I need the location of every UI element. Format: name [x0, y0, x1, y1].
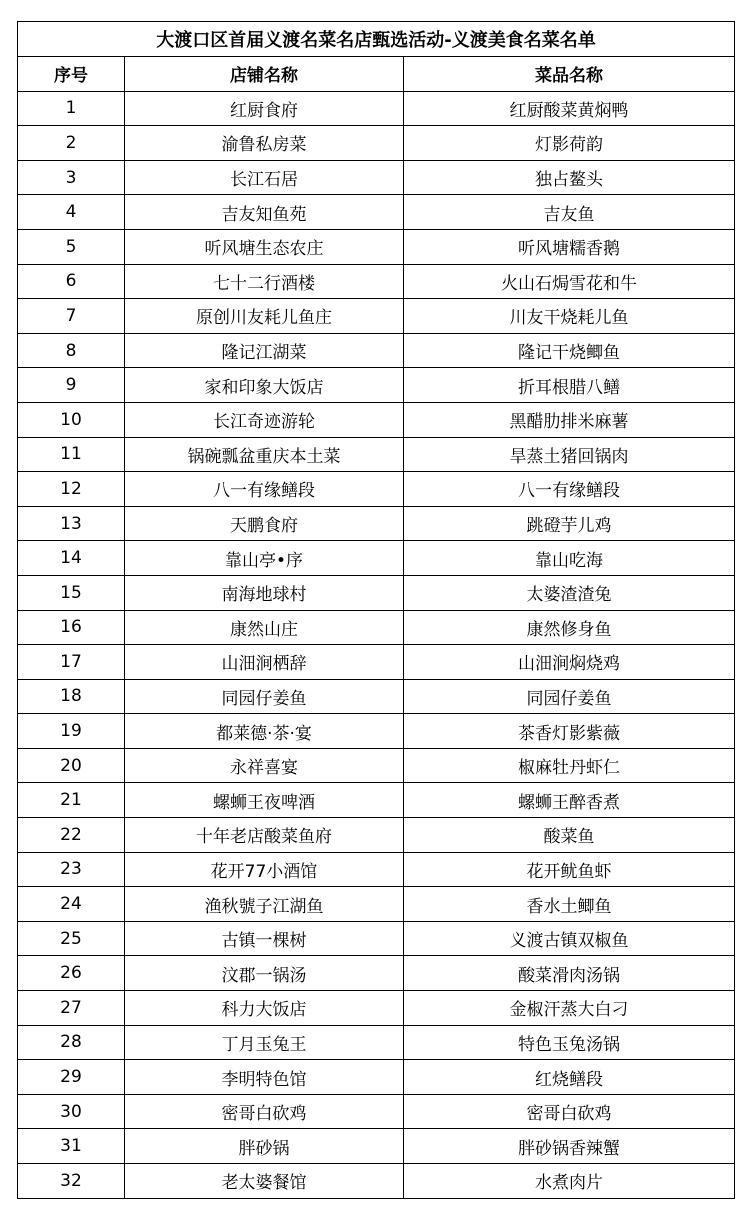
row-index: 3: [18, 160, 125, 195]
shop-name: 科力大饭店: [125, 991, 404, 1026]
row-index: 31: [18, 1129, 125, 1164]
title-row: [18, 22, 735, 57]
row-index: 25: [18, 921, 125, 956]
row-index: 13: [18, 506, 125, 541]
row-index: 10: [18, 402, 125, 437]
shop-name: 都莱德·茶·宴: [125, 714, 404, 749]
shop-name: 老太婆餐馆: [125, 1164, 404, 1199]
row-index: 18: [18, 679, 125, 714]
dish-name: 密哥白砍鸡: [404, 1094, 735, 1129]
table-row: [18, 575, 735, 610]
dish-name: 酸菜鱼: [404, 818, 735, 853]
table-row: [18, 472, 735, 507]
table-row: [18, 783, 735, 818]
table-row: [18, 126, 735, 161]
table-row: [18, 264, 735, 299]
header-index: 序号: [18, 57, 125, 92]
row-index: 28: [18, 1025, 125, 1060]
row-index: 26: [18, 956, 125, 991]
shop-name: 花开77小酒馆: [125, 852, 404, 887]
dish-name: 香水土鲫鱼: [404, 887, 735, 922]
dish-name: 隆记干烧鲫鱼: [404, 333, 735, 368]
row-index: 19: [18, 714, 125, 749]
shop-name: 天鹏食府: [125, 506, 404, 541]
dish-name: 独占鳌头: [404, 160, 735, 195]
dish-name: 水煮肉片: [404, 1164, 735, 1199]
row-index: 30: [18, 1094, 125, 1129]
row-index: 17: [18, 645, 125, 680]
row-index: 8: [18, 333, 125, 368]
row-index: 29: [18, 1060, 125, 1095]
row-index: 23: [18, 852, 125, 887]
row-index: 7: [18, 299, 125, 334]
shop-name: 胖砂锅: [125, 1129, 404, 1164]
table-row: [18, 368, 735, 403]
row-index: 22: [18, 818, 125, 853]
dish-name: 椒麻牡丹虾仁: [404, 748, 735, 783]
table-row: [18, 991, 735, 1026]
row-index: 14: [18, 541, 125, 576]
table-row: [18, 195, 735, 230]
table-row: [18, 160, 735, 195]
dish-name: 靠山吃海: [404, 541, 735, 576]
row-index: 9: [18, 368, 125, 403]
shop-name: 十年老店酸菜鱼府: [125, 818, 404, 853]
table-row: [18, 921, 735, 956]
shop-name: 靠山亭•序: [125, 541, 404, 576]
dish-name: 红厨酸菜黄焖鸭: [404, 91, 735, 126]
dish-name: 特色玉兔汤锅: [404, 1025, 735, 1060]
shop-name: 丁月玉兔王: [125, 1025, 404, 1060]
table-row: [18, 402, 735, 437]
table-title: 大渡口区首届义渡名菜名店甄选活动-义渡美食名菜名单: [18, 22, 735, 57]
shop-name: 吉友知鱼苑: [125, 195, 404, 230]
shop-name: 永祥喜宴: [125, 748, 404, 783]
shop-name: 同园仔姜鱼: [125, 679, 404, 714]
shop-name: 南海地球村: [125, 575, 404, 610]
row-index: 21: [18, 783, 125, 818]
table-row: [18, 818, 735, 853]
dish-name: 义渡古镇双椒鱼: [404, 921, 735, 956]
dish-name: 金椒汗蒸大白刁: [404, 991, 735, 1026]
table-row: [18, 852, 735, 887]
table-row: [18, 645, 735, 680]
row-index: 6: [18, 264, 125, 299]
shop-name: 听风塘生态农庄: [125, 229, 404, 264]
shop-name: 汶郡一锅汤: [125, 956, 404, 991]
table-row: [18, 333, 735, 368]
dish-name: 花开鱿鱼虾: [404, 852, 735, 887]
shop-name: 七十二行酒楼: [125, 264, 404, 299]
dish-name: 同园仔姜鱼: [404, 679, 735, 714]
table-row: [18, 91, 735, 126]
table-row: [18, 956, 735, 991]
header-shop: 店铺名称: [125, 57, 404, 92]
shop-name: 康然山庄: [125, 610, 404, 645]
shop-name: 山沺涧栖辞: [125, 645, 404, 680]
table-row: [18, 1164, 735, 1199]
dish-name: 听风塘糯香鹅: [404, 229, 735, 264]
table-row: [18, 610, 735, 645]
row-index: 4: [18, 195, 125, 230]
shop-name: 家和印象大饭店: [125, 368, 404, 403]
row-index: 16: [18, 610, 125, 645]
dish-name: 旱蒸土猪回锅肉: [404, 437, 735, 472]
row-index: 1: [18, 91, 125, 126]
table-row: [18, 437, 735, 472]
row-index: 32: [18, 1164, 125, 1199]
shop-name: 古镇一棵树: [125, 921, 404, 956]
row-index: 2: [18, 126, 125, 161]
row-index: 27: [18, 991, 125, 1026]
row-index: 11: [18, 437, 125, 472]
dish-name: 胖砂锅香辣蟹: [404, 1129, 735, 1164]
table-row: [18, 1094, 735, 1129]
shop-name: 渝鲁私房菜: [125, 126, 404, 161]
dish-name: 康然修身鱼: [404, 610, 735, 645]
dish-name: 吉友鱼: [404, 195, 735, 230]
dish-name: 红烧鳝段: [404, 1060, 735, 1095]
menu-list-table: [17, 21, 735, 1199]
shop-name: 渔秋號子江湖鱼: [125, 887, 404, 922]
dish-name: 火山石焗雪花和牛: [404, 264, 735, 299]
table-row: [18, 299, 735, 334]
table-row: [18, 1060, 735, 1095]
table-row: [18, 1025, 735, 1060]
table-row: [18, 229, 735, 264]
dish-name: 八一有缘鳝段: [404, 472, 735, 507]
dish-name: 太婆渣渣兔: [404, 575, 735, 610]
shop-name: 长江石居: [125, 160, 404, 195]
row-index: 12: [18, 472, 125, 507]
row-index: 24: [18, 887, 125, 922]
row-index: 5: [18, 229, 125, 264]
shop-name: 螺蛳王夜啤酒: [125, 783, 404, 818]
shop-name: 锅碗瓢盆重庆本土菜: [125, 437, 404, 472]
table-row: [18, 887, 735, 922]
dish-name: 茶香灯影紫薇: [404, 714, 735, 749]
dish-name: 黑醋肋排米麻薯: [404, 402, 735, 437]
dish-name: 酸菜滑肉汤锅: [404, 956, 735, 991]
header-dish: 菜品名称: [404, 57, 735, 92]
row-index: 15: [18, 575, 125, 610]
shop-name: 红厨食府: [125, 91, 404, 126]
dish-name: 跳磴芋儿鸡: [404, 506, 735, 541]
shop-name: 长江奇迹游轮: [125, 402, 404, 437]
table-row: [18, 679, 735, 714]
header-row: [18, 57, 735, 92]
shop-name: 密哥白砍鸡: [125, 1094, 404, 1129]
dish-name: 灯影荷韵: [404, 126, 735, 161]
dish-name: 川友干烧耗儿鱼: [404, 299, 735, 334]
shop-name: 原创川友耗儿鱼庄: [125, 299, 404, 334]
dish-name: 山沺涧焖烧鸡: [404, 645, 735, 680]
shop-name: 李明特色馆: [125, 1060, 404, 1095]
table-row: [18, 541, 735, 576]
shop-name: 八一有缘鳝段: [125, 472, 404, 507]
row-index: 20: [18, 748, 125, 783]
table-row: [18, 506, 735, 541]
dish-name: 折耳根腊八鳝: [404, 368, 735, 403]
table-row: [18, 1129, 735, 1164]
table-row: [18, 748, 735, 783]
table-body: [18, 91, 735, 1198]
dish-name: 螺蛳王醉香煮: [404, 783, 735, 818]
shop-name: 隆记江湖菜: [125, 333, 404, 368]
table-row: [18, 714, 735, 749]
